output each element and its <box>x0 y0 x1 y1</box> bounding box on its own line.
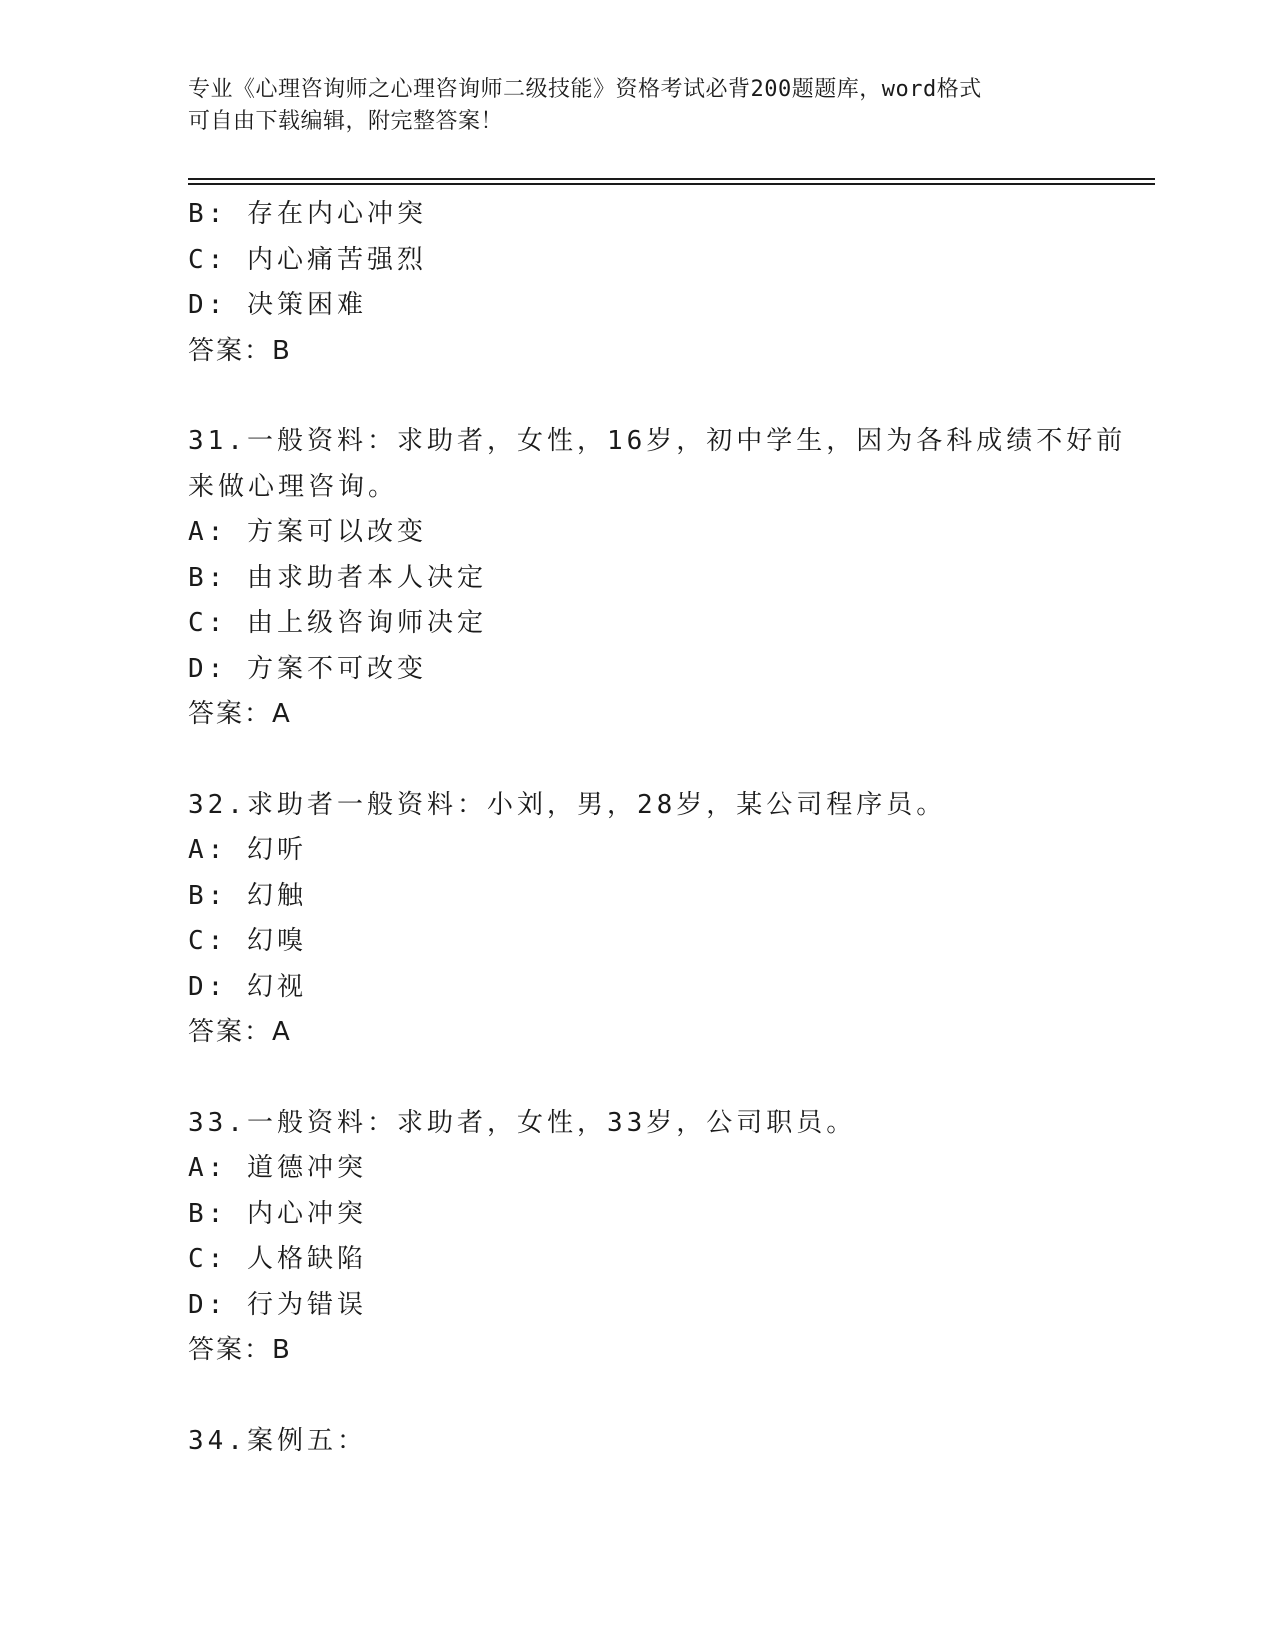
option-a: A: 道德冲突 <box>188 1153 367 1183</box>
header-line-2: 可自由下载编辑，附完整答案！ <box>188 109 504 134</box>
question-34 <box>188 1419 1088 1465</box>
option-b: B: 幻触 <box>188 880 307 911</box>
option-d: D: 方案不可改变 <box>188 653 427 684</box>
question-31 <box>188 419 1127 738</box>
answer-line: 答案：B <box>188 1335 292 1365</box>
document-header <box>188 74 1068 138</box>
question-32 <box>188 783 1088 1056</box>
question-33 <box>188 1101 1088 1374</box>
header-line-1: 专业《心理咨询师之心理咨询师二级技能》资格考试必背200题题库，word格式 <box>188 77 982 102</box>
question-stem: 32.求助者一般资料：小刘，男，28岁，某公司程序员。 <box>188 789 947 820</box>
option-c: C: 幻嗅 <box>188 926 307 956</box>
option-a: A: 方案可以改变 <box>188 517 427 547</box>
option-d: D: 幻视 <box>188 971 307 1002</box>
option-b: B: 由求助者本人决定 <box>188 562 487 593</box>
prev-question-block <box>188 192 1088 374</box>
question-stem: 31.一般资料：求助者，女性，16岁，初中学生，因为各科成绩不好前 <box>188 426 1127 456</box>
answer-line: 答案：A <box>188 1017 292 1047</box>
question-stem: 34.案例五： <box>188 1425 367 1456</box>
option-d: D: 决策困难 <box>188 290 367 320</box>
option-c: C: 由上级咨询师决定 <box>188 608 487 638</box>
option-b: B: 存在内心冲突 <box>188 199 427 229</box>
question-stem-cont: 来做心理咨询。 <box>188 471 399 502</box>
option-b: B: 内心冲突 <box>188 1198 367 1229</box>
question-stem: 33.一般资料：求助者，女性，33岁，公司职员。 <box>188 1107 857 1138</box>
answer-line: 答案：B <box>188 335 292 366</box>
option-d: D: 行为错误 <box>188 1289 367 1320</box>
header-rule-bottom <box>188 183 1155 185</box>
question-list <box>188 192 1127 1464</box>
header-rule-top <box>188 178 1155 180</box>
option-a: A: 幻听 <box>188 835 307 865</box>
option-c: C: 内心痛苦强烈 <box>188 244 427 275</box>
answer-line: 答案：A <box>188 699 292 729</box>
option-c: C: 人格缺陷 <box>188 1244 367 1274</box>
